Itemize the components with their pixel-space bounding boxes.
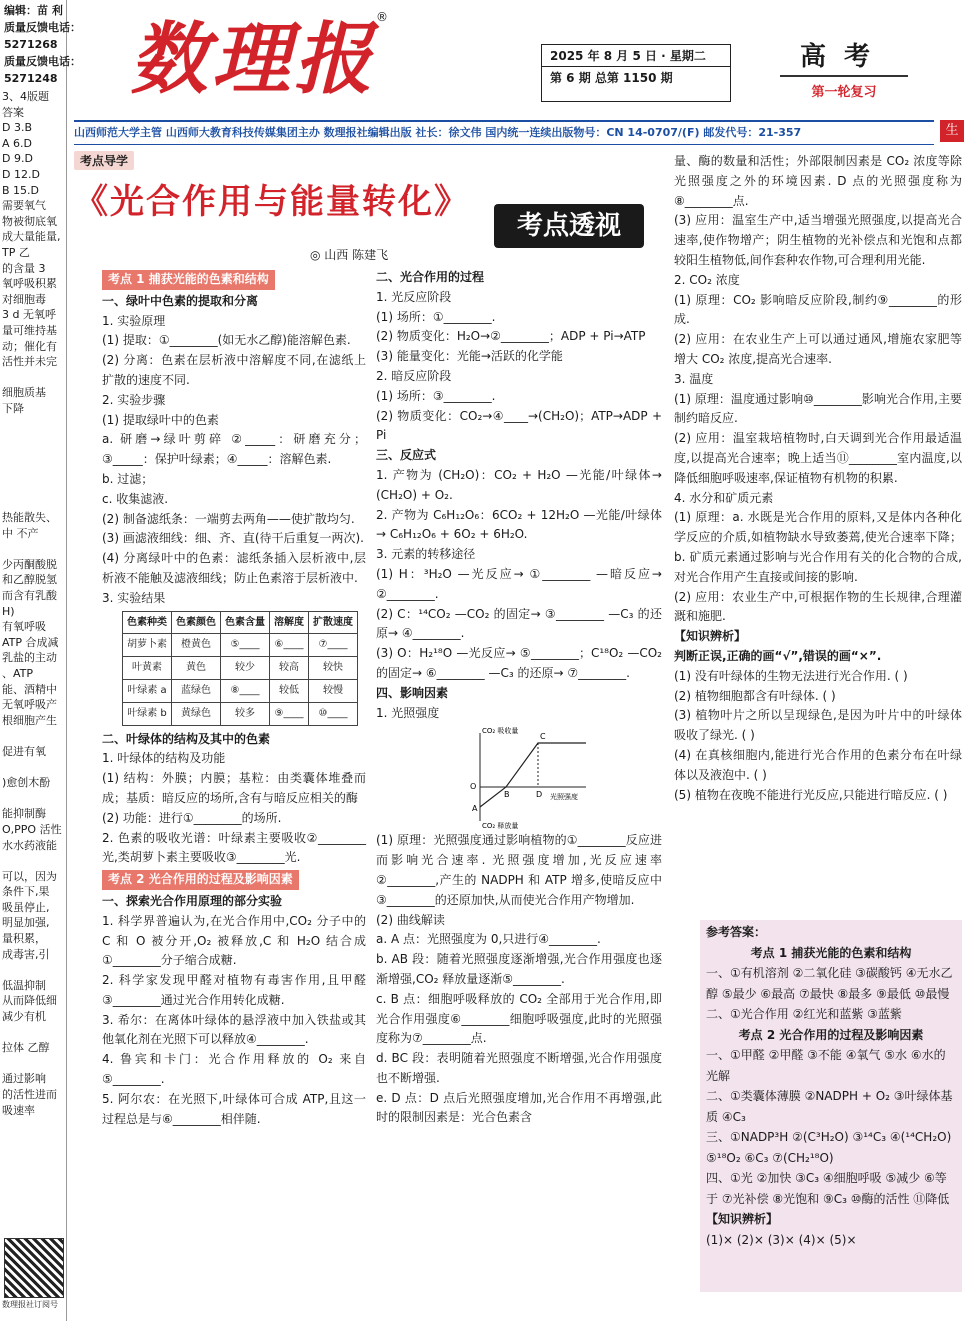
strip-line: 热能散失、: [2, 511, 57, 525]
strip-line: O,PPO 活性: [2, 822, 62, 836]
strip-line: [0, 432, 66, 448]
issue-line: 第 6 期 总第 1150 期: [550, 71, 673, 85]
pt-A: A: [472, 804, 478, 814]
table-cell: ⑤____: [221, 634, 270, 657]
table-row: [123, 679, 358, 702]
text-line: (3) 应用：温室生产中,适当增强光照强度,以提高光合速率,使作物增产；阴生植物的光补偿点和光饱和点都较阳生植物低,间作套种农作物,可合理利用光能.: [674, 213, 962, 267]
strip-line: H): [2, 604, 15, 618]
strip-line: 3 d 无氧呼: [2, 308, 56, 322]
text-line: (3) 画滤液细线：细、齐、直(待干后重复一两次).: [102, 531, 364, 546]
text-line: 2. 产物为 C₆H₁₂O₆：6CO₂ + 12H₂O —光能/叶绿体→ C₆H₁₂O₆ + 6O₂ + 6H₂O.: [376, 507, 662, 542]
table-cell: ⑨____: [270, 702, 309, 725]
strip-line: D 3.B: [2, 121, 33, 135]
text-line: a. 研磨→绿叶剪碎 ②_____：研磨充分；③_____：保护叶绿素；④_____：溶解色素.: [102, 432, 366, 467]
text-line: 2. 科学家发现甲醛对植物有毒害作用,且甲醛③________通过光合作用转化成糖.: [102, 973, 366, 1007]
strip-line: [0, 448, 66, 464]
table-row: [123, 634, 358, 657]
strip-line: 低温抑制: [2, 978, 46, 992]
col2-lines: [376, 288, 662, 446]
answers-judge: (1)× (2)× (3)× (4)× (5)×: [706, 1232, 857, 1247]
strip-header-line: 5271268: [4, 38, 58, 51]
strip-line: 明显加强,: [2, 916, 50, 930]
table-cell: 叶绿素 b: [123, 702, 172, 725]
strip-line: 物被彻底氧: [2, 214, 57, 228]
logo-text: 数理报: [130, 14, 377, 105]
strip-header: [0, 0, 81, 89]
text-line: a. A 点：光照强度为 0,只进行④________.: [376, 932, 601, 947]
strip-line: 根细胞产生: [2, 713, 57, 727]
text-line: 3. 希尔：在离体叶绿体的悬浮液中加入铁盐或其他氧化剂在光照下可以释放④________.: [102, 1012, 366, 1047]
strip-line: [0, 1056, 66, 1072]
heading: 二、叶绿体的结构及其中的色素: [102, 731, 271, 746]
text-line: 2. 色素的吸收光谱：叶绿素主要吸收②________光,类胡萝卜素主要吸收③________光.: [102, 830, 366, 865]
strip-line: 量可维持基: [2, 323, 57, 337]
text-line: d. BC 段：表明随着光照强度不断增强,光合作用强度也不断增强.: [376, 1051, 662, 1085]
table-cell: 较少: [221, 657, 270, 680]
pt-D: D: [536, 790, 543, 800]
strip-header-line: 质量反馈电话：: [4, 21, 81, 34]
strip-line: [0, 728, 66, 744]
pt-O: O: [470, 782, 477, 792]
strip-line: [0, 853, 66, 869]
strip-line: [0, 1025, 66, 1041]
strip-line: 促进有氧: [2, 744, 46, 758]
text-line: 1. 叶绿体的结构及功能: [102, 751, 226, 766]
table-cell: 较快: [309, 657, 358, 680]
strip-line: 氧呼吸积累: [2, 277, 57, 291]
answers-k2c: 三、①NADP³H ②(C³H₂O) ③¹⁴C₃ ④(¹⁴CH₂O) ⑤¹⁸O₂ ⑥C₃ ⑦(CH₂¹⁸O): [706, 1130, 952, 1165]
text-line: b. 过滤；: [102, 471, 154, 486]
text-line: (1) 提取绿叶中的色素: [102, 412, 219, 427]
table-cell: 黄色: [172, 657, 221, 680]
table-header-cell: 扩散速度: [309, 611, 358, 634]
text-line: (2) 应用：温室栽培植物时,白天调到光合作用最适温度,以提高光合速率；晚上适当⑪________室内温度,以降低细胞呼吸速率,保证植物有机物的积累.: [674, 431, 962, 485]
table-cell: 叶绿素 a: [123, 679, 172, 702]
text-line: 1. 实验原理: [102, 313, 166, 328]
table-header-cell: 色素含量: [221, 611, 270, 634]
text-line: (2) 功能：进行①________的场所.: [102, 810, 282, 825]
guide-label: 考点导学: [74, 151, 134, 170]
text-line: (1) H：³H₂O —光反应→ ①________ —暗反应→ ②________.: [376, 566, 662, 601]
col2-lines2: [376, 466, 662, 684]
text-line: (1) 场所：③________.: [376, 388, 496, 403]
answers-judge-title: 【知识辨析】: [706, 1212, 779, 1226]
strip-line: 从而降低细: [2, 994, 57, 1008]
col2-lines3a: [376, 704, 662, 724]
graph-label-ybottom: CO₂ 释放量: [482, 822, 519, 831]
text-line: (3) 能量变化：光能→活跃的化学能: [376, 349, 563, 364]
text-line: 4. 水分和矿质元素: [674, 490, 774, 505]
answers-k2: 考点 2 光合作用的过程及影响因素: [738, 1027, 924, 1042]
judge-item: (2) 植物细胞都含有叶绿体. ( ): [674, 688, 836, 703]
strip-line: 吸速率: [2, 1103, 35, 1117]
strip-line: 少丙酮酸脱: [2, 557, 57, 571]
strip-line: [0, 416, 66, 432]
strip-line: 通过影响: [2, 1072, 46, 1086]
text-line: (1) 原理：a. 水既是光合作用的原料,又是体内各种化学反应的介质,如植物缺水导致萎蔫,使光合速率下降；b. 矿质元素通过影响与光合作用有关的化合物的合成,对光合作用产生直接或间接的影响.: [674, 510, 962, 584]
text-line: 1. 科学界普遍认为,在光合作用中,CO₂ 分子中的 C 和 O 被分开,O₂ 被释放,C 和 H₂O 结合成①________分子缩合成糖.: [102, 913, 366, 968]
article-title: 《光合作用与能量转化》: [74, 182, 470, 222]
strip-line: [0, 791, 66, 807]
strip-line: 细胞质基: [2, 386, 46, 400]
text-line: (2) 应用：农业生产中,可根据作物的生长规律,合理灌溉和施肥.: [674, 589, 962, 624]
answers-k1: 考点 1 捕获光能的色素和结构: [750, 945, 912, 960]
graph-label-ytop: CO₂ 吸收量: [482, 727, 519, 736]
table-cell: 较多: [221, 702, 270, 725]
judge-item: (5) 植物在夜晚不能进行光反应,只能进行暗反应. ( ): [674, 787, 948, 802]
text-line: 5. 阿尔农：在光照下,叶绿体可合成 ATP,且这一过程总是与⑥________相伴随.: [102, 1091, 366, 1126]
text-line: (1) 原理：温度通过影响⑩________影响光合作用,主要制约暗反应.: [674, 391, 962, 426]
qr-label: 数理报社订阅号: [2, 1300, 58, 1309]
column-3: [674, 152, 962, 805]
strip-header-line: 编辑：苗 利: [4, 4, 63, 17]
strip-line: )愈创木酚: [2, 776, 51, 790]
answers-title: 参考答案：: [706, 925, 767, 939]
subject-block: [780, 36, 908, 100]
table-cell: ⑩____: [309, 702, 358, 725]
strip-line: [0, 760, 66, 776]
strip-line: 水水药液能: [2, 838, 57, 852]
text-line: 2. CO₂ 浓度: [674, 272, 740, 287]
strip-line: 对细胞毒: [2, 292, 46, 306]
text-line: 1. 产物为 (CH₂O)：CO₂ + H₂O —光能/叶绿体→ (CH₂O) + O₂.: [376, 467, 662, 502]
strip-line: 有氧呼吸: [2, 620, 46, 634]
strip-line: 拉体 乙醇: [2, 1041, 50, 1055]
strip-line: 能抑制酶: [2, 807, 46, 821]
text-line: (1) 场所：①________.: [376, 309, 496, 324]
text-line: 3. 实验结果: [102, 590, 166, 605]
subject-subtitle: 第一轮复习: [811, 85, 877, 100]
strip-line: 、ATP: [2, 666, 34, 680]
judge-title: 【知识辨析】: [674, 629, 747, 644]
judge-item: (4) 在真核细胞内,能进行光合作用的色素分布在叶绿体以及液泡中. ( ): [674, 747, 962, 782]
answers-k2a: 一、①甲醛 ②甲醛 ③不能 ④氧气 ⑤水 ⑥水的光解: [706, 1048, 946, 1083]
strip-line: [0, 541, 66, 557]
col1-lines2: [102, 749, 366, 868]
left-strip: [0, 0, 81, 1321]
text-line: (2) 物质变化：CO₂→④____→(CH₂O)；ATP→ADP + Pi: [376, 408, 662, 443]
col1-lines3: [102, 912, 366, 1130]
text-line: (1) 结构：外膜；内膜；基粒：由类囊体堆叠而成；基质：暗反应的场所,含有与暗反应相关的酶: [102, 771, 366, 805]
strip-line: 成大量能量,: [2, 230, 61, 244]
strip-line: [0, 479, 66, 495]
heading: 三、反应式: [376, 448, 437, 463]
strip-line: [0, 370, 66, 386]
pt-B: B: [504, 790, 510, 800]
column-1: [102, 268, 366, 1129]
strip-header-line: 5271248: [4, 72, 58, 85]
text-line: (2) 曲线解读: [376, 912, 445, 927]
text-line: (3) O：H₂¹⁸O —光反应→ ⑤________；C¹⁸O₂ —CO₂ 的固定→ ⑥________ —C₃ 的还原→ ⑦________.: [376, 646, 662, 680]
pt-C: C: [540, 732, 546, 742]
strip-line: 无氧呼吸产: [2, 698, 57, 712]
publication-info: 山西师范大学主管 山西师大教育科技传媒集团主办 数理报社编辑出版 社长：徐文伟 国内统一连续出版物号：CN 14-0707/(F) 邮发代号：21-357: [74, 120, 934, 145]
strip-line: 减少有机: [2, 1010, 46, 1024]
col2-lines3b: [376, 831, 662, 1128]
strip-line: 量积累，: [2, 932, 46, 946]
strip-line: D 9.D: [2, 152, 33, 166]
strip-line: TP 乙: [2, 245, 30, 259]
table-cell: 较低: [270, 679, 309, 702]
table-cell: 橙黄色: [172, 634, 221, 657]
subject-title: 高考: [780, 36, 908, 77]
strip-line: A 6.D: [2, 136, 32, 150]
heading: 一、绿叶中色素的提取和分离: [102, 293, 259, 308]
answers-k2d: 四、①光 ②加快 ③C₃ ④细胞呼吸 ⑤减少 ⑥等于 ⑦光补偿 ⑧光饱和 ⑨C₃ ⑩酶的活性 ⑪降低: [706, 1171, 950, 1206]
table-header-cell: 溶解度: [270, 611, 309, 634]
table-cell: 较慢: [309, 679, 358, 702]
strip-line: 中 不产: [2, 526, 39, 540]
section-1-heading: 考点 1 捕获光能的色素和结构: [102, 270, 275, 290]
text-line: c. 收集滤液.: [102, 491, 169, 506]
text-line: (1) 提取：①________(如无水乙醇)能溶解色素.: [102, 333, 351, 348]
table-cell: 较高: [270, 657, 309, 680]
strip-line: D 12.D: [2, 167, 40, 181]
strip-line: 可以，因为: [2, 869, 57, 883]
strip-line: [0, 463, 66, 479]
strip-line: 条件下,果: [2, 885, 50, 899]
table-row: [123, 702, 358, 725]
judge-item: (3) 植物叶片之所以呈现绿色,是因为叶片中的叶绿体吸收了绿光. ( ): [674, 708, 962, 743]
strip-line: B 15.D: [2, 183, 40, 197]
text-line: (2) 制备滤纸条：一端剪去两角——使扩散均匀.: [102, 511, 355, 526]
answers-k1b: 二、①光合作用 ②红光和蓝紫 ③蓝紫: [706, 1007, 902, 1021]
table-cell: ⑥____: [270, 634, 309, 657]
judge-intro: 判断正误,正确的画“√”,错误的画“×”.: [674, 648, 882, 663]
judge-item: (1) 没有叶绿体的生物无法进行光合作用. ( ): [674, 668, 908, 683]
heading: 四、影响因素: [376, 685, 449, 700]
heading: 二、光合作用的过程: [376, 270, 485, 284]
strip-header-line: 质量反馈电话：: [4, 55, 81, 68]
strip-line: 答案: [2, 105, 24, 119]
registered-mark: ®: [376, 10, 389, 24]
strip-line: 的含量 3: [2, 261, 46, 275]
judge-list: [674, 667, 962, 806]
section-2-heading: 考点 2 光合作用的过程及影响因素: [102, 870, 299, 890]
strip-line: 动；催化有: [2, 339, 57, 353]
table-header-cell: 色素颜色: [172, 611, 221, 634]
strip-line: 需要氧气: [2, 199, 46, 213]
strip-line: 活性并未完: [2, 355, 57, 369]
text-line: 量、酶的数量和活性；外部限制因素是 CO₂ 浓度等除光照强度之外的环境因素. D 点的光照强度称为⑧________点.: [674, 154, 962, 208]
strip-line: [0, 962, 66, 978]
table-cell: 黄绿色: [172, 702, 221, 725]
text-line: (2) 分离：色素在层析液中溶解度不同,在滤纸上扩散的速度不同.: [102, 353, 366, 387]
date-line: 2025 年 8 月 5 日 · 星期二: [542, 45, 730, 67]
text-line: b. AB 段：随着光照强度逐渐增强,光合作用强度也逐渐增强,CO₂ 释放量逐渐⑤________.: [376, 952, 662, 986]
text-line: c. B 点：细胞呼吸释放的 CO₂ 全部用于光合作用,即光合作用强度⑥________细胞呼吸强度,此时的光照强度称为⑦________点.: [376, 991, 662, 1046]
strip-line: 3、4版题: [2, 90, 49, 103]
strip-line: [0, 494, 66, 510]
text-line: 1. 光反应阶段: [376, 289, 452, 304]
text-line: (2) 物质变化：H₂O→②________；ADP + Pi→ATP: [376, 329, 646, 344]
text-line: (1) 原理：CO₂ 影响暗反应阶段,制约⑨________的形成.: [674, 292, 962, 327]
table-header-cell: 色素种类: [123, 611, 172, 634]
result-table: [122, 611, 358, 726]
text-line: 2. 实验步骤: [102, 392, 166, 407]
strip-line: 吸虽停止,: [2, 900, 50, 914]
answers-k1a: 一、①有机溶剂 ②二氧化硅 ③碳酸钙 ④无水乙醇 ⑤最少 ⑥最高 ⑦最快 ⑧最多 ⑨最低 ⑩最慢: [706, 966, 953, 1001]
table-cell: ⑧____: [221, 679, 270, 702]
graph-label-x: 光照强度: [550, 793, 578, 802]
strip-line: 而含有乳酸: [2, 589, 57, 602]
column-2: [376, 268, 662, 1128]
strip-line: 和乙醇脱氢: [2, 573, 57, 587]
col3-lines: [674, 152, 962, 627]
strip-line: 成毒害,引: [2, 947, 50, 961]
strip-line: ATP 合成减: [2, 635, 59, 649]
author-line: ◎ 山西 陈建飞: [310, 248, 389, 262]
strip-lines: [0, 89, 66, 1118]
badge-kaodian: 考点透视: [494, 204, 644, 248]
text-line: 4. 鲁宾和卡门：光合作用释放的 O₂ 来自⑤________.: [102, 1052, 366, 1087]
text-line: (4) 分离绿叶中的色素：滤纸条插入层析液中,层析液不能触及滤液细线；防止色素溶于层析液中.: [102, 551, 366, 585]
masthead-logo: [130, 10, 460, 110]
text-line: 3. 元素的转移途径: [376, 547, 476, 562]
table-cell: ⑦____: [309, 634, 358, 657]
answers-k2b: 二、①类囊体薄膜 ②NADPH + O₂ ③叶绿体基质 ④C₃: [706, 1089, 953, 1124]
strip-line: 乳盐的主动: [2, 651, 57, 665]
text-line: (1) 原理：光照强度通过影响植物的①________反应进而影响光合速率. 光照强度增加,光反应速率②________,产生的 NADPH 和 ATP 增多,使暗反应中③________的还原加快,从而使光合作用产物增加.: [376, 833, 662, 907]
light-curve-graph: [466, 725, 596, 829]
answer-box: [700, 920, 962, 1292]
col1-lines: [102, 312, 366, 609]
text-line: (2) 应用：在农业生产上可以通过通风,增施农家肥等增大 CO₂ 浓度,提高光合速率.: [674, 332, 962, 366]
heading: 一、探索光合作用原理的部分实验: [102, 893, 283, 908]
strip-line: 的活性进而: [2, 1088, 57, 1101]
text-line: 3. 温度: [674, 371, 714, 386]
table-body: [123, 634, 358, 725]
table-cell: 蓝绿色: [172, 679, 221, 702]
table-row: [123, 657, 358, 680]
table-cell: 胡萝卜素: [123, 634, 172, 657]
strip-line: 能、酒精中: [2, 682, 57, 696]
table-header-row: [123, 611, 358, 634]
strip-line: 下降: [2, 401, 24, 415]
text-line: e. D 点：D 点后光照强度增加,光合作用不再增强,此时的限制因素是：光合色素含: [376, 1090, 662, 1125]
table-cell: 叶黄素: [123, 657, 172, 680]
text-line: 1. 光照强度: [376, 705, 440, 720]
text-line: (2) C：¹⁴CO₂ —CO₂ 的固定→ ③________ —C₃ 的还原→ ④________.: [376, 606, 662, 641]
date-box: [541, 44, 731, 102]
subject-tag: 生: [940, 120, 964, 142]
qr-code[interactable]: [4, 1238, 64, 1298]
text-line: 2. 暗反应阶段: [376, 368, 452, 383]
